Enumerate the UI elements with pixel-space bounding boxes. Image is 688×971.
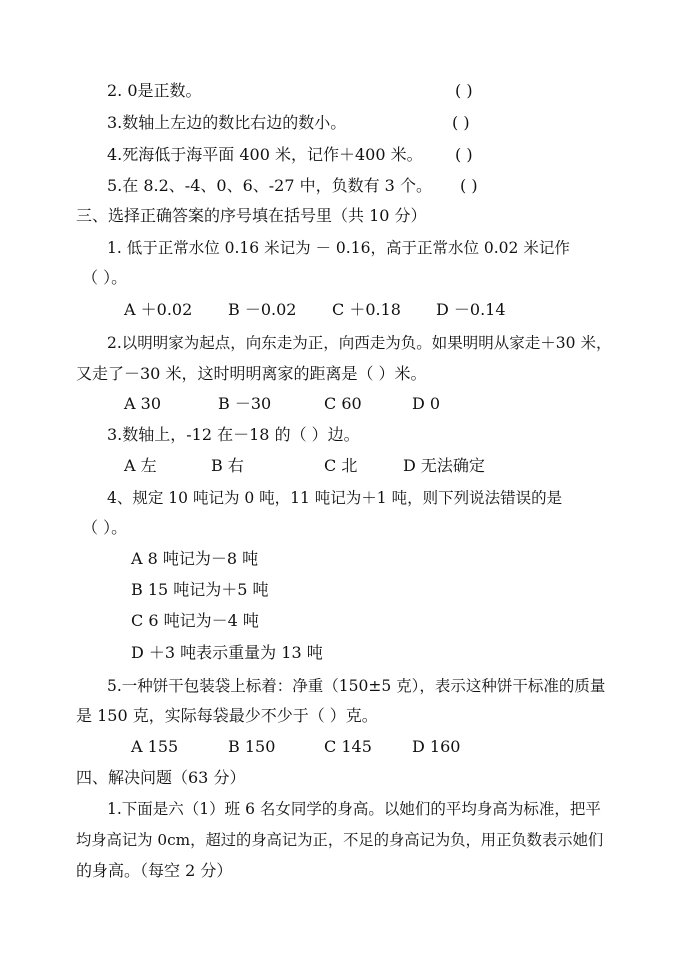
choice-q4-line1: 4、规定 10 吨记为 0 吨，11 吨记为＋1 吨，则下列说法错误的是 xyxy=(107,489,563,507)
choice-q1-option-a[interactable]: A ＋0.02 xyxy=(124,300,193,319)
choice-q2-option-d[interactable]: D 0 xyxy=(412,394,441,413)
choice-q3-line1: 3.数轴上，-12 在－18 的（ ）边。 xyxy=(107,425,360,444)
choice-q2-option-b[interactable]: B －30 xyxy=(218,394,272,413)
choice-q1-line1: 1. 低于正常水位 0.16 米记为 － 0.16，高于正常水位 0.02 米记作 xyxy=(107,239,570,257)
problem-q1-line2: 均身高记为 0cm，超过的身高记为正，不足的身高记为负，用正负数表示她们 xyxy=(76,831,604,849)
choice-q5-line2: 是 150 克，实际每袋最少不少于（ ）克。 xyxy=(76,706,378,725)
section4-heading: 四、解决问题（63 分） xyxy=(76,768,246,787)
section3-heading: 三、选择正确答案的序号填在括号里（共 10 分） xyxy=(76,206,427,225)
answer-paren-5[interactable]: ( ) xyxy=(460,176,478,195)
choice-q5-option-d[interactable]: D 160 xyxy=(412,737,461,756)
choice-q1-line2: （ ）。 xyxy=(82,268,128,287)
answer-paren-3[interactable]: ( ) xyxy=(452,113,470,132)
problem-q1-line1: 1.下面是六（1）班 6 名女同学的身高。以她们的平均身高为标准，把平 xyxy=(107,800,601,818)
choice-q4-option-a[interactable]: A 8 吨记为－8 吨 xyxy=(131,549,259,568)
judge-item-4: 4.死海低于海平面 400 米，记作＋400 米。 xyxy=(107,145,423,164)
choice-q4-line2: （ ）。 xyxy=(82,518,128,537)
choice-q4-option-c[interactable]: C 6 吨记为－4 吨 xyxy=(131,611,259,630)
choice-q2-option-a[interactable]: A 30 xyxy=(124,394,161,413)
answer-paren-4[interactable]: ( ) xyxy=(455,145,473,164)
choice-q1-option-d[interactable]: D －0.14 xyxy=(436,300,506,319)
choice-q5-option-a[interactable]: A 155 xyxy=(131,737,179,756)
choice-q4-option-d[interactable]: D ＋3 吨表示重量为 13 吨 xyxy=(131,643,323,662)
choice-q3-option-b[interactable]: B 右 xyxy=(211,456,244,475)
judge-item-3: 3.数轴上左边的数比右边的数小。 xyxy=(107,113,347,132)
choice-q5-option-c[interactable]: C 145 xyxy=(324,737,372,756)
choice-q1-option-c[interactable]: C ＋0.18 xyxy=(332,300,401,319)
choice-q4-option-b[interactable]: B 15 吨记为＋5 吨 xyxy=(131,580,269,599)
problem-q1-line3: 的身高。（每空 2 分） xyxy=(76,861,233,880)
choice-q2-line1: 2.以明明家为起点，向东走为正，向西走为负。如果明明从家走＋30 米， xyxy=(107,334,612,352)
choice-q3-option-d[interactable]: D 无法确定 xyxy=(403,456,485,475)
judge-item-5: 5.在 8.2、-4、0、6、-27 中，负数有 3 个。 xyxy=(107,176,432,195)
choice-q2-line2: 又走了－30 米，这时明明离家的距离是（ ）米。 xyxy=(76,364,427,383)
choice-q5-option-b[interactable]: B 150 xyxy=(228,737,276,756)
choice-q3-option-c[interactable]: C 北 xyxy=(324,456,358,475)
judge-item-2: 2. 0是正数。 xyxy=(107,81,202,100)
answer-paren-2[interactable]: ( ) xyxy=(455,81,473,100)
choice-q2-option-c[interactable]: C 60 xyxy=(324,394,362,413)
choice-q1-option-b[interactable]: B －0.02 xyxy=(228,300,297,319)
choice-q5-line1: 5.一种饼干包装袋上标着：净重（150±5 克），表示这种饼干标准的质量 xyxy=(107,677,606,695)
choice-q3-option-a[interactable]: A 左 xyxy=(124,456,157,475)
